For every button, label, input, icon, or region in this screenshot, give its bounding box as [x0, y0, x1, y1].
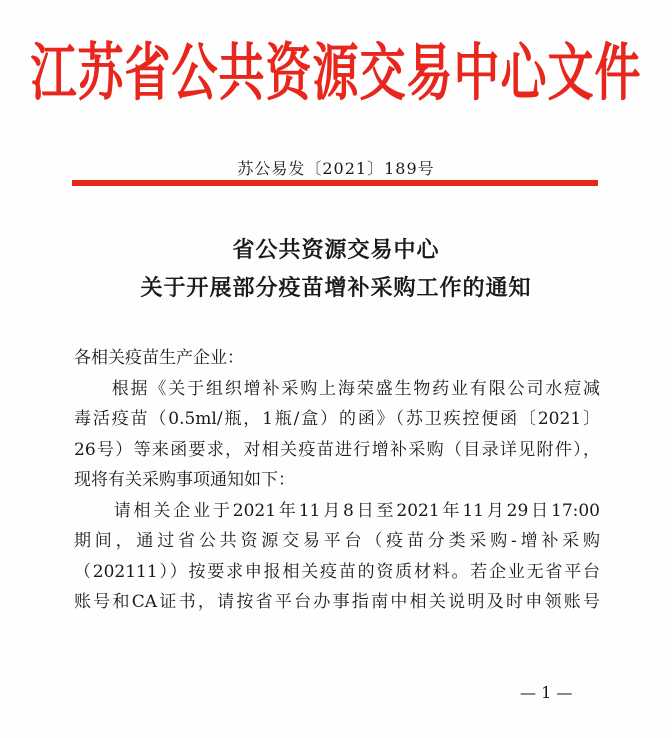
title-line-2: 关于开展部分疫苗增补采购工作的通知: [140, 276, 532, 301]
masthead-title: 江苏省公共资源交易中心文件: [30, 36, 642, 110]
body-line: 期间，通过省公共资源交易平台（疫苗分类采购-增补采购: [74, 531, 600, 551]
notice-title: [0, 232, 672, 308]
salutation: 各相关疫苗生产企业：: [74, 348, 244, 368]
body-line: （202111））按要求申报相关疫苗的资质材料。若企业无省平台: [74, 561, 600, 582]
document-number: 苏公易发〔2021〕189号: [237, 159, 435, 178]
body-line: 账号和CA证书，请按省平台办事指南中相关说明及时申领账号: [74, 592, 600, 612]
title-line-1: 省公共资源交易中心: [232, 238, 440, 263]
body-line: 现将有关采购事项通知如下：: [74, 470, 295, 490]
page-number: — 1 —: [520, 683, 573, 702]
body-line: 根据《关于组织增补采购上海荣盛生物药业有限公司水痘减: [74, 378, 600, 399]
body-line: 请相关企业于2021年11月8日至2021年11月29日17:00: [74, 500, 600, 521]
body-line: 26号）等来函要求，对相关疫苗进行增补采购（目录详见附件），: [74, 439, 600, 460]
notice-body: [74, 343, 600, 618]
red-divider-line: [72, 180, 598, 186]
body-line: 毒活疫苗（0.5ml/瓶，1瓶/盒）的函》（苏卫疾控便函〔2021〕: [74, 409, 600, 429]
